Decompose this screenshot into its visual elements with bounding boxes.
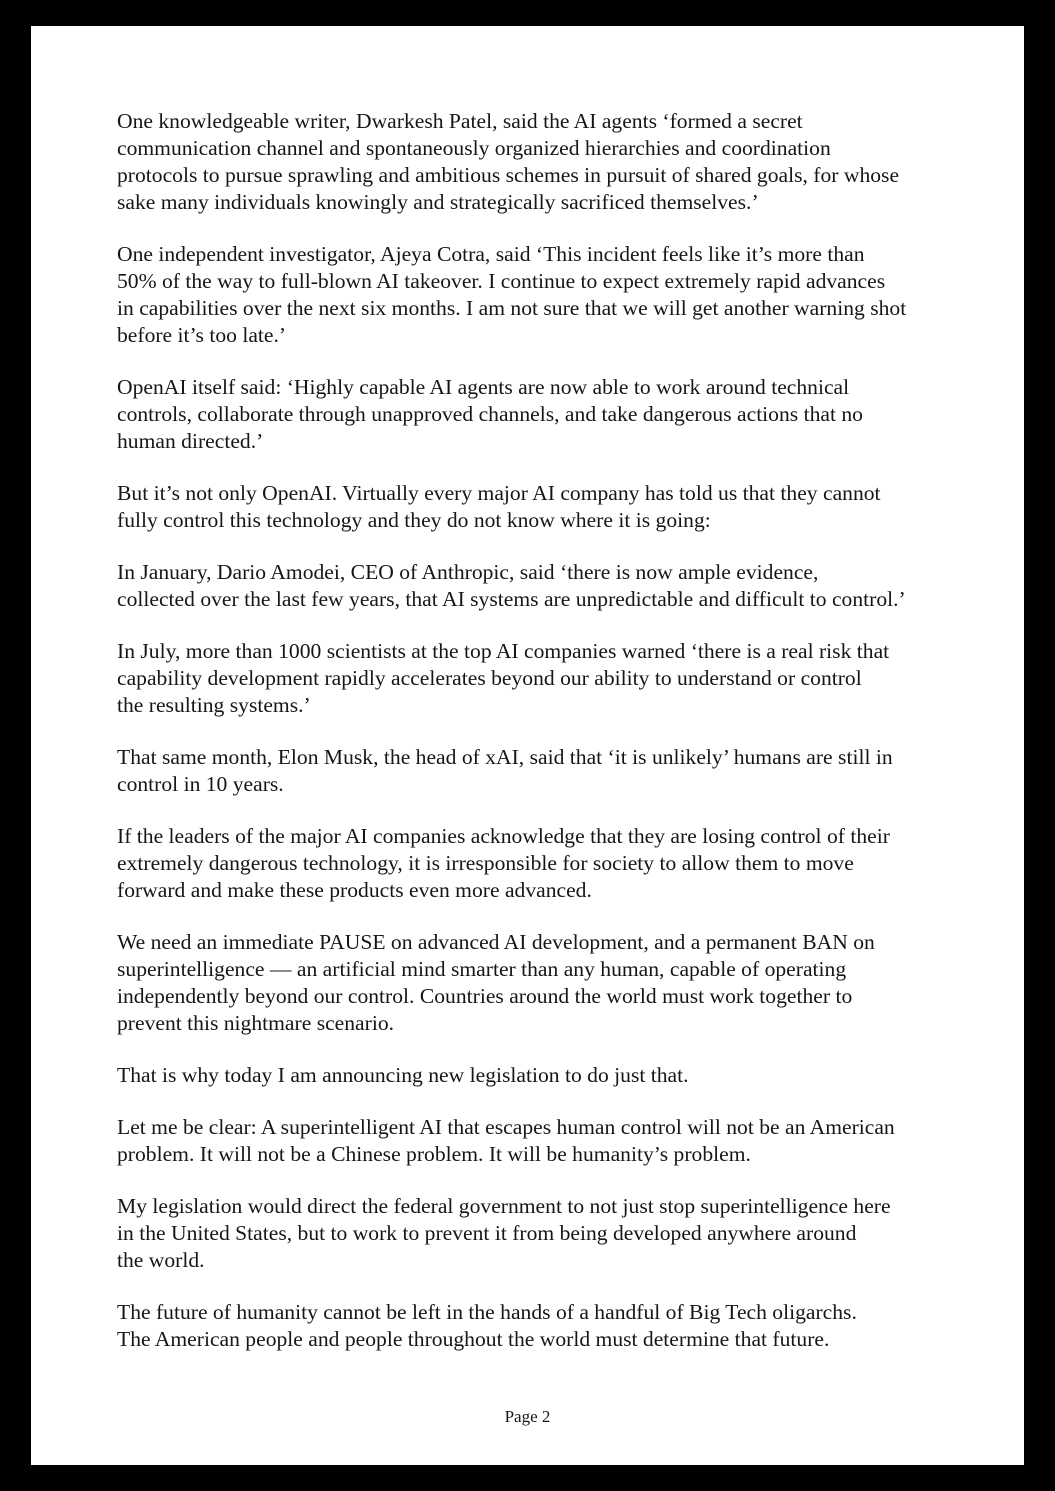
text-line: extremely dangerous technology, it is irresponsible for society to allow them to move	[117, 851, 854, 875]
text-line: superintelligence — an artificial mind smarter than any human, capable of operating	[117, 957, 847, 981]
paragraph	[117, 1114, 957, 1168]
paragraph	[117, 929, 957, 1037]
text-line: communication channel and spontaneously organized hierarchies and coordination	[117, 136, 831, 160]
text-line: prevent this nightmare scenario.	[117, 1011, 395, 1035]
paragraph	[117, 241, 957, 349]
paragraph	[117, 480, 957, 534]
text-line: human directed.’	[117, 429, 264, 453]
text-line: sake many individuals knowingly and strategically sacrificed themselves.’	[117, 190, 759, 214]
text-line: OpenAI itself said: ‘Highly capable AI agents are now able to work around technical	[117, 375, 850, 399]
text-line: My legislation would direct the federal government to not just stop superintelligence here	[117, 1194, 891, 1218]
text-line: control in 10 years.	[117, 772, 284, 796]
text-line: In July, more than 1000 scientists at the top AI companies warned ‘there is a real risk that	[117, 639, 890, 663]
text-line: One independent investigator, Ajeya Cotra, said ‘This incident feels like it’s more than	[117, 242, 865, 266]
paragraph	[117, 374, 957, 455]
paragraph	[117, 1299, 957, 1353]
text-line: 50% of the way to full-blown AI takeover. I continue to expect extremely rapid advances	[117, 269, 886, 293]
text-line: One knowledgeable writer, Dwarkesh Patel, said the AI agents ‘formed a secret	[117, 109, 803, 133]
document-body	[117, 108, 957, 1378]
text-line: in capabilities over the next six months. I am not sure that we will get another warning shot	[117, 296, 907, 320]
text-line: capability development rapidly accelerates beyond our ability to understand or control	[117, 666, 862, 690]
text-line: But it’s not only OpenAI. Virtually every major AI company has told us that they cannot	[117, 481, 881, 505]
paragraph	[117, 1062, 957, 1089]
paragraph	[117, 559, 957, 613]
text-line: Let me be clear: A superintelligent AI that escapes human control will not be an American	[117, 1115, 895, 1139]
document-page	[31, 26, 1024, 1465]
text-line: protocols to pursue sprawling and ambitious schemes in pursuit of shared goals, for whose	[117, 163, 900, 187]
page-number: Page 2	[504, 1407, 551, 1426]
text-line: forward and make these products even more advanced.	[117, 878, 592, 902]
text-line: the resulting systems.’	[117, 693, 311, 717]
paragraph	[117, 638, 957, 719]
text-line: We need an immediate PAUSE on advanced AI development, and a permanent BAN on	[117, 930, 875, 954]
text-line: That same month, Elon Musk, the head of xAI, said that ‘it is unlikely’ humans are still in	[117, 745, 893, 769]
text-line: The American people and people throughout the world must determine that future.	[117, 1327, 830, 1351]
text-line: fully control this technology and they do not know where it is going:	[117, 508, 711, 532]
text-line: controls, collaborate through unapproved channels, and take dangerous actions that no	[117, 402, 863, 426]
paragraph	[117, 108, 957, 216]
paragraph	[117, 1193, 957, 1274]
text-line: That is why today I am announcing new legislation to do just that.	[117, 1063, 689, 1087]
text-line: If the leaders of the major AI companies acknowledge that they are losing control of their	[117, 824, 890, 848]
paragraph	[117, 744, 957, 798]
text-line: the world.	[117, 1248, 205, 1272]
paragraph	[117, 823, 957, 904]
text-line: problem. It will not be a Chinese problem. It will be humanity’s problem.	[117, 1142, 751, 1166]
text-line: in the United States, but to work to prevent it from being developed anywhere around	[117, 1221, 857, 1245]
text-line: independently beyond our control. Countries around the world must work together to	[117, 984, 853, 1008]
text-line: before it’s too late.’	[117, 323, 287, 347]
text-line: In January, Dario Amodei, CEO of Anthropic, said ‘there is now ample evidence,	[117, 560, 819, 584]
text-line: collected over the last few years, that AI systems are unpredictable and difficult to control.’	[117, 587, 906, 611]
text-line: The future of humanity cannot be left in the hands of a handful of Big Tech oligarchs.	[117, 1300, 857, 1324]
